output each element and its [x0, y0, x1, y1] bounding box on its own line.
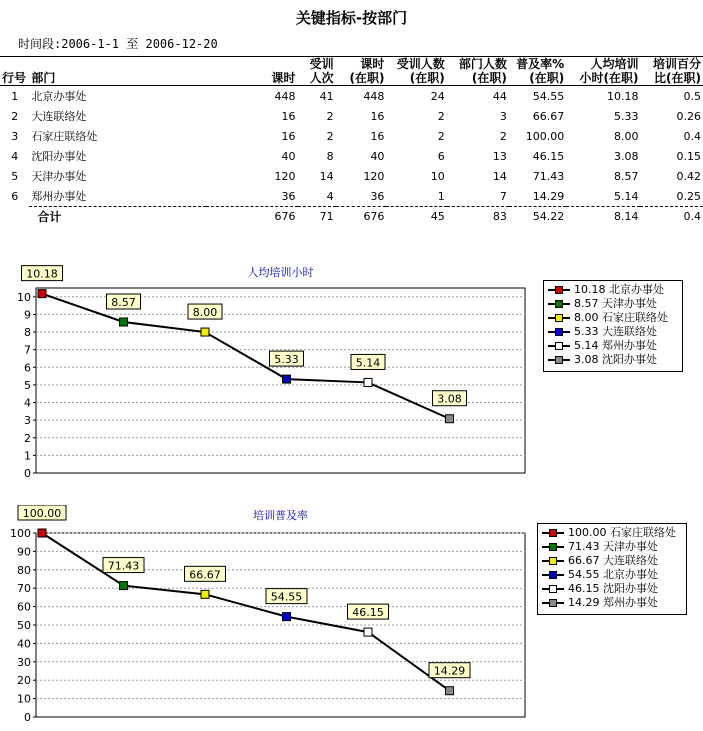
cell-value: 66.67: [532, 109, 565, 123]
legend-swatch: [542, 529, 564, 537]
data-point: [283, 613, 291, 621]
legend-swatch: [548, 328, 570, 336]
legend-item: [544, 297, 682, 311]
y-tick-label: 8: [24, 326, 31, 340]
legend-swatch: [548, 342, 570, 350]
row-number: 2: [11, 109, 19, 123]
cell-value: 7: [499, 189, 507, 203]
cell-value: 0.15: [676, 149, 701, 163]
data-point: [201, 328, 209, 336]
legend-swatch: [548, 300, 570, 308]
table-row: [0, 146, 703, 166]
cell-value: 40: [281, 149, 296, 163]
data-label: 66.67: [189, 568, 221, 582]
legend-swatch: [542, 571, 564, 579]
data-point: [201, 590, 209, 598]
table-row: [0, 86, 703, 107]
legend-swatch: [542, 557, 564, 565]
cell-value: 2: [437, 109, 445, 123]
data-label: 5.14: [355, 356, 381, 370]
y-tick-label: 70: [17, 582, 31, 596]
table-row: [0, 126, 703, 146]
y-tick-label: 3: [24, 414, 31, 428]
column-header: 部门: [31, 71, 56, 85]
cell-value: 1: [437, 189, 445, 203]
cell-value: 5.33: [613, 109, 639, 123]
table-row: [0, 186, 703, 207]
cell-value: 100.00: [525, 129, 565, 143]
legend-swatch: [542, 585, 564, 593]
legend-item: [538, 554, 686, 568]
row-number: 1: [11, 89, 19, 103]
data-point: [38, 290, 46, 298]
data-label: 3.08: [437, 392, 462, 406]
period-label: 时间段:2006-1-1 至 2006-12-20: [18, 37, 218, 51]
y-tick-label: 9: [24, 308, 31, 322]
data-point: [446, 415, 454, 423]
y-tick-label: 40: [17, 637, 31, 651]
legend-label: 66.67 大连联络处: [568, 554, 658, 567]
cell-value: 120: [274, 169, 296, 183]
y-tick-label: 90: [17, 545, 31, 559]
total-value: 676: [206, 207, 297, 226]
column-header: 培训百分 比(在职): [652, 57, 701, 85]
y-tick-label: 5: [24, 378, 31, 392]
department-name: 石家庄联络处: [31, 130, 98, 143]
department-name: 沈阳办事处: [31, 150, 87, 163]
chart-coverage: [0, 505, 703, 731]
cell-value: 2: [437, 129, 445, 143]
column-header: 行号: [2, 71, 27, 85]
cell-value: 16: [370, 109, 385, 123]
data-point: [364, 378, 372, 386]
data-label: 46.15: [352, 606, 384, 620]
data-label: 100.00: [22, 507, 62, 520]
cell-value: 6: [437, 149, 445, 163]
column-header: 受训人数 (在职): [396, 57, 445, 85]
legend-item: [538, 568, 686, 582]
legend-label: 54.55 北京办事处: [568, 568, 658, 581]
y-tick-label: 6: [24, 361, 31, 375]
cell-value: 2: [326, 109, 334, 123]
y-tick-label: 80: [17, 563, 31, 577]
data-label: 8.00: [192, 306, 218, 320]
cell-value: 0.42: [676, 169, 701, 183]
legend-item: [538, 540, 686, 554]
cell-value: 54.55: [532, 89, 565, 103]
legend-label: 8.00 石家庄联络处: [574, 311, 668, 324]
y-tick-label: 4: [24, 396, 31, 410]
data-point: [446, 687, 454, 695]
column-header: 部门人数 (在职): [458, 57, 507, 85]
y-tick-label: 30: [17, 655, 31, 669]
cell-value: 120: [363, 169, 385, 183]
department-name: 大连联络处: [31, 110, 87, 123]
total-value: 8.14: [566, 207, 640, 226]
legend-label: 5.14 郑州办事处: [574, 339, 657, 352]
column-header: 受训 人次: [309, 57, 334, 85]
data-point: [364, 628, 372, 636]
cell-value: 10: [430, 169, 445, 183]
cell-value: 14: [492, 169, 507, 183]
data-label: 14.29: [433, 664, 466, 678]
column-header: 普及率% (在职): [516, 57, 565, 85]
total-value: 54.22: [509, 207, 566, 226]
cell-value: 2: [326, 129, 334, 143]
cell-value: 0.5: [683, 89, 701, 103]
data-point: [120, 582, 128, 590]
cell-value: 4: [326, 189, 334, 203]
legend-swatch: [548, 314, 570, 322]
cell-value: 36: [370, 189, 385, 203]
data-point: [283, 375, 291, 383]
table-row: [0, 106, 703, 126]
legend-swatch: [548, 286, 570, 294]
y-tick-label: 10: [17, 692, 31, 706]
y-tick-label: 50: [17, 619, 31, 632]
cell-value: 44: [492, 89, 507, 103]
cell-value: 8: [326, 149, 334, 163]
data-label: 71.43: [107, 559, 140, 573]
chart-title: 培训普及率: [253, 509, 308, 522]
legend-swatch: [542, 599, 564, 607]
cell-value: 36: [281, 189, 296, 203]
plot-area: [36, 288, 525, 473]
cell-value: 16: [370, 129, 385, 143]
row-number: 3: [11, 129, 19, 143]
cell-value: 71.43: [532, 169, 565, 183]
row-number: 5: [11, 169, 19, 183]
legend-item: [544, 339, 682, 353]
legend-item: [544, 353, 682, 367]
cell-value: 3.08: [613, 149, 639, 163]
data-label: 10.18: [26, 267, 58, 281]
total-value: 45: [386, 207, 446, 226]
legend-label: 8.57 天津办事处: [574, 297, 657, 310]
cell-value: 448: [274, 89, 296, 103]
data-label: 5.33: [274, 353, 299, 367]
y-tick-label: 2: [24, 431, 31, 445]
legend-label: 100.00 石家庄联络处: [568, 526, 676, 539]
table-row: [0, 166, 703, 186]
legend-item: [538, 526, 686, 540]
row-number: 6: [11, 189, 19, 203]
legend-label: 71.43 天津办事处: [568, 540, 658, 553]
cell-value: 0.4: [683, 129, 701, 143]
cell-value: 8.00: [613, 129, 639, 143]
y-tick-label: 20: [17, 674, 31, 688]
legend-item: [538, 596, 686, 610]
department-name: 天津办事处: [31, 170, 87, 183]
total-value: 0.4: [640, 207, 703, 226]
cell-value: 14.29: [532, 189, 565, 203]
chart-training-hours-legend: [543, 280, 683, 372]
column-header: 课时: [271, 71, 296, 85]
cell-value: 24: [430, 89, 445, 103]
legend-item: [544, 283, 682, 297]
cell-value: 40: [370, 149, 385, 163]
cell-value: 14: [319, 169, 334, 183]
legend-swatch: [548, 356, 570, 364]
kpi-table: [0, 56, 703, 225]
legend-label: 14.29 郑州办事处: [568, 596, 658, 609]
cell-value: 8.57: [613, 169, 639, 183]
total-label: 合计: [29, 207, 206, 226]
department-name: 郑州办事处: [31, 190, 87, 203]
cell-value: 10.18: [606, 89, 639, 103]
y-tick-label: 60: [17, 600, 31, 614]
table-header: [0, 57, 703, 86]
y-tick-label: 0: [24, 711, 31, 724]
cell-value: 0.26: [676, 109, 701, 123]
report-title: 关键指标-按部门: [295, 9, 408, 27]
legend-label: 10.18 北京办事处: [574, 283, 664, 296]
cell-value: 16: [281, 129, 296, 143]
legend-label: 5.33 大连联络处: [574, 325, 657, 338]
data-label: 54.55: [270, 590, 303, 604]
chart-training-hours: [0, 262, 703, 486]
cell-value: 13: [492, 149, 507, 163]
y-tick-label: 0: [24, 467, 31, 480]
total-row: [0, 207, 703, 226]
column-header: 课时 (在职): [349, 57, 385, 85]
y-tick-label: 1: [24, 449, 31, 463]
cell-value: 5.14: [613, 189, 639, 203]
y-tick-label: 10: [17, 290, 31, 304]
cell-value: 46.15: [532, 149, 565, 163]
legend-item: [544, 325, 682, 339]
legend-label: 3.08 沈阳办事处: [574, 353, 657, 366]
y-tick-label: 100: [10, 527, 31, 540]
legend-item: [538, 582, 686, 596]
legend-swatch: [542, 543, 564, 551]
cell-value: 3: [499, 109, 507, 123]
y-tick-label: 7: [24, 343, 31, 357]
chart-coverage-legend: [537, 523, 687, 615]
row-number: 4: [11, 149, 19, 163]
total-value: 83: [447, 207, 509, 226]
chart-title: 人均培训小时: [247, 266, 314, 279]
cell-value: 2: [499, 129, 507, 143]
data-point: [120, 318, 128, 326]
data-point: [38, 529, 46, 537]
total-value: 676: [336, 207, 387, 226]
legend-item: [544, 311, 682, 325]
total-value: 71: [298, 207, 336, 226]
cell-value: 41: [319, 89, 334, 103]
column-header: 人均培训 小时(在职): [579, 57, 639, 85]
legend-label: 46.15 沈阳办事处: [568, 582, 658, 595]
data-label: 8.57: [111, 296, 136, 310]
cell-value: 0.25: [676, 189, 701, 203]
department-name: 北京办事处: [31, 90, 87, 103]
cell-value: 16: [281, 109, 296, 123]
cell-value: 448: [363, 89, 385, 103]
